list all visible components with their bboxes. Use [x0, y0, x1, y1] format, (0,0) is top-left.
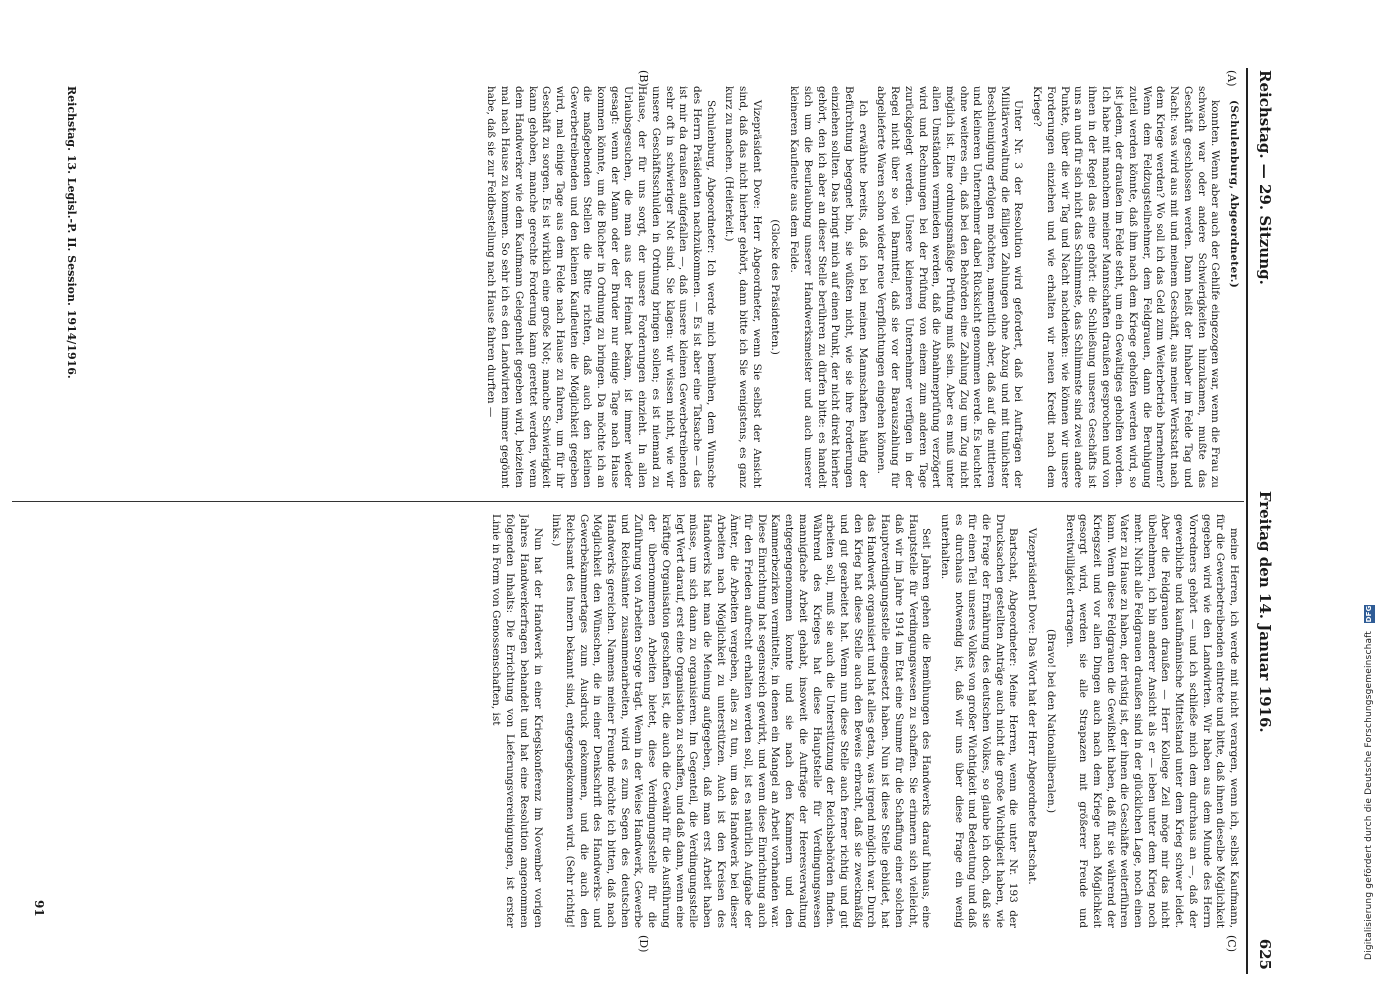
paragraph: Schulenburg, Abgeordneter: Ich werde mich bemühen, dem Wunsche des Herrn Präsidenten nachzukommen. — Es ist aber eine Tatsache — das ist mir da draußen aufgefallen —, daß unsere kleinen Gewerbetreibenden sehr oft in schwieriger Not sind. Sie klagen: wir wissen nicht, wie wir unsere Geschäftsschulden in Ordnung bringen sollen; es ist niemand zu Hause, der für uns sorgt, der unsere Forderungen einzieht. In allen Urlaubsgesuchen, die man aus der Heimat bekam, ist immer wieder gesagt: wenn der Mann oder der Bruder nur einige Tage nach Hause kommen könnte, um die Bücher in Ordnung zu bringen. Da möchte ich an die maßgebenden Stellen die Bitte richten, daß auch den kleinen Gewerbetreibenden und den kleinen Kaufleuten die Möglichkeit gegeben wird, mal einige Tage aus dem Felde nach Hause zu fahren, um für ihr Geschäft zu sorgen. Es ist wirklich eine große Not; manche Schwierigkeit kann gehoben, manche gerechte Forderung kann gerettet werden, wenn dem Handwerker wie dem Kaufmann Gelegenheit gegeben wird, beizeiten mal nach Hause zu kommen. So sehr ich es den Landwirten immer gegönnt habe, daß sie zur Feldbestellung nach Hause fahren durften — — [485, 86, 717, 488]
margin-mark-d: (D) — [637, 935, 650, 953]
column-divider — [12, 501, 1244, 502]
left-column — [18, 86, 1240, 488]
paragraph: Ich erwähnte bereits, daß ich bei meinen Mannschaften häufig der Befürchtung begegnet bin, sie wüßten nicht, wie sie ihre Forderungen einziehen sollten. Das bringt mich auf einen Punkt, der nicht direkt hierher gehört, den ich aber an dieser Stelle berühren zu dürfen bitte: es handelt sich um die Beurlaubung unserer Handwerksmeister und auch unserer kleineren Kaufleute aus dem Felde. — [788, 86, 869, 488]
stage-direction: (Glocke des Präsidenten.) — [769, 219, 782, 355]
dfg-logo-icon: DFG — [1364, 605, 1373, 623]
paragraph: Bartschat, Abgeordneter: Meine Herren, wenn die unter Nr. 193 der Drucksachen gestellten Anträge auch nicht die große Wichtigkeit haben, wie die Frage der Ernährung des deutschen Volkes, so glaube ich doch, daß sie für einen Teil unseres Volkes von großer Wichtigkeit und Bedeutung und daß es durchaus notwendig ist, daß wir uns über diese Frage ein wenig unterhalten. — [938, 514, 1020, 928]
margin-mark-a: (A) — [1225, 70, 1238, 87]
margin-mark-c: (C) — [1225, 935, 1238, 952]
margin-mark-b: (B) — [637, 70, 650, 87]
header-rule — [1246, 68, 1248, 974]
paragraph: Unter Nr. 3 der Resolution wird gefordert, daß bei Aufträgen der Militärverwaltung die fälligen Zahlungen ohne Abzug und mit tunlichster Beschleunigung erfolgen möchten, namentlich aber, daß auf die mittleren und kleineren Unternehmer dabei Rücksicht genommen werde. Es leuchtet ohne weiteres ein, daß bei den Behörden eine Zahlung Zug um Zug nicht möglich ist. Eine ordnungsmäßige Prüfung muß sein. Aber es muß unter allen Umständen vermieden werden, daß die Abnahmeprüfung verzögert wird und Rechnungen bei der Prüfung von einem zum anderen Tage zurückgelegt werden. Unsere kleineren Unternehmer verfügen in der Regel nicht über so viel Barmittel, daß sie vor der Barauszahlung für abgelieferte Waren schon wieder neue Verpflichtungen eingehen können. — [875, 86, 1025, 488]
running-header — [1250, 70, 1274, 970]
paragraph: Vizepräsident Dove: Herr Abgeordneter, wenn Sie selbst der Ansicht sind, daß das nicht hierher gehört, dann bitte ich Sie wenigstens, es ganz kurz zu machen. (Heiterkeit.) — [723, 86, 763, 488]
paragraph: konnten. Wenn aber auch der Gehilfe eingezogen war, wenn die Frau zu schwach war oder andere Schwierigkeiten hinzukamen, mußte das Geschäft geschlossen werden. Dann heißt der Inhaber im Felde Tag und Nacht: was wird aus mit und meinem Geschäft, aus meiner Werkstatt nach dem Kriege werden? Wo soll ich das Geld zum Weiterbetrieb hernehmen? Wenn dem Feldzugsteilnehmer, dem Feldgrauen, dann die Beruhigung zuteil werden könnte, daß ihm nach dem Kriege geholfen werden wird, so ist jedem, der draußen im Felde steht, um ein Gewaltiges geholfen worden. Ich habe mit manchem meiner Mannschaften draußen gesprochen und von ihnen in der Regel das eine gehört: die Schließung unseres Geschäfts ist uns an und für sich nicht das Schlimmste, das Schlimmste sind zwei andere Punkte, über die wir Tag und Nacht nachdenken: wie können wir unsere Forderungen einziehen und wie erhalten wir neuen Kredit nach dem Kriege? — [1031, 86, 1222, 488]
speaker-continuation: (Schulenburg, Abgeordneter.) — [1228, 100, 1240, 289]
paragraph: meine Herren, ich werde mit nicht verargen, wenn ich, selbst Kaufmann, für die Gewerbetreibenden eintrete und bitte, daß ihnen dieselbe Möglichkeit gegeben wird wie den Landwirten. Wir haben aus dem Munde des Herrn Vorredners gehört — und ich schließe mich dem durchaus an —, daß der gewerbliche und kaufmännische Mittelstand unter dem Krieg schwer leidet. Aber die Feldgrauen draußen — Herr Kollege Zeil möge mir das nicht übelnehmen, ich bin anderer Ansicht als er — leben unter dem Krieg noch mehr. Nicht alle Feldgrauen draußen sind in der glücklichen Lage, noch einen Vater zu Hause zu haben, der rüstig ist, der ihnen die Geschäfte weiterführen kann. Wenn diese Feldgrauen die Gewißheit haben, daß für sie während der Kriegszeit und vor allen Dingen auch nach dem Kriege nach Möglichkeit gesorgt wird, werden sie alle Strapazen mit größerer Freude und Bereitwilligkeit ertragen. — [1063, 514, 1240, 928]
right-column — [18, 514, 1240, 928]
paragraph: Seit Jahren gehen die Bemühungen des Handwerks darauf hinaus, eine Hauptstelle für Verdingungswesen zu schaffen. Sie erinnern sich vielleicht, daß wir im Jahre 1914 im Etat eine Summe für die Schaffung einer solchen Hauptverdingungsstelle eingesetzt haben. Nun ist diese Stelle gebildet, hat das Handwerk organisiert und hat alles getan, was irgend möglich war. Durch den Krieg hat diese Stelle auch den Beweis erbracht, daß sie zweckmäßig und gut gearbeitet hat. Wenn nun diese Stelle auch ferner richtig und gut arbeiten soll, muß sie auch die Unterstützung der Reichsbehörden finden. Während des Krieges hat diese Hauptstelle für Verdingungswesen mannigfache Arbeit gehabt, insoweit die Aufträge der Heeresverwaltung entgegengenommen konnte und sie nach den Kammern und den Kammerbezirken vermittelte, in denen ein Mangel an Arbeit vorhanden war. Diese Einrichtung hat segensreich gewirkt, und wenn diese Einrichtung auch für den Frieden aufrecht erhalten werden soll, ist es natürlich Aufgabe der Ämter, die Arbeiten vergeben, alles zu tun, um das Handwerk bei dieser Arbeiten nach Möglichkeit zu unterstützen. Auch ist den Kreisen des Handwerks hat man die Meinung aufgegeben, daß man erst Arbeit haben müsse, um sich dann zu organisieren. Im Gegenteil, die Verdingungsstelle legt Wert darauf, erst eine Organisation zu schaffen, und daß dann, wenn eine kräftige Organisation geschaffen ist, die auch die Gewähr für die Ausführung der übernommenen Arbeiten bietet, diese Verdingungsstelle für die Zuführung von Arbeiten Sorge trägt. Wenn in der Weise Handwerk, Gewerbe und Reichsämter zusammenarbeiten, wird es zum Segen des deutschen Handwerks gereichen. Namens meiner Freunde möchte ich bitten, daß nach Möglichkeit den Wünschen, die in einer Denkschrift des Handwerks- und Gewerbekammertages zum Ausdruck gekommen, und die auch den Reichsamt des Innern bekannt sind, entgegengekommen wird. (Sehr richtig! links.) — [550, 514, 933, 928]
paragraph: Vizepräsident Dove: Das Wort hat der Herr Abgeordnete Bartschat. — [1026, 528, 1039, 885]
header-left: Reichstag. — 29. Sitzung. — [1256, 70, 1274, 285]
credit-text: Digitalisierung gefördert durch die Deutsche Forschungsgemeinschaft — [1364, 630, 1374, 960]
footer-left: Reichstag. 13. Legisl.-P. II. Session. 1914/1916. — [65, 86, 78, 379]
header-center: Freitag den 14. Januar 1916. — [1256, 490, 1274, 733]
stage-direction: (Bravo! bei den Nationalliberalen.) — [1044, 628, 1057, 814]
signature-number: 91 — [32, 900, 46, 917]
paragraph: Nun hat der Handwerk in einer Kriegskonferenz im November vorigen Jahres Handwerkerfragen behandelt und hat eine Resolution angenommen folgenden Inhalts: Die Errichtung von Lieferungsvereinigungen, ist erster Linie in Form von Genossenschaften, ist — [490, 514, 544, 928]
page-number: 625 — [1256, 938, 1274, 970]
digitization-credit — [1357, 0, 1381, 1000]
